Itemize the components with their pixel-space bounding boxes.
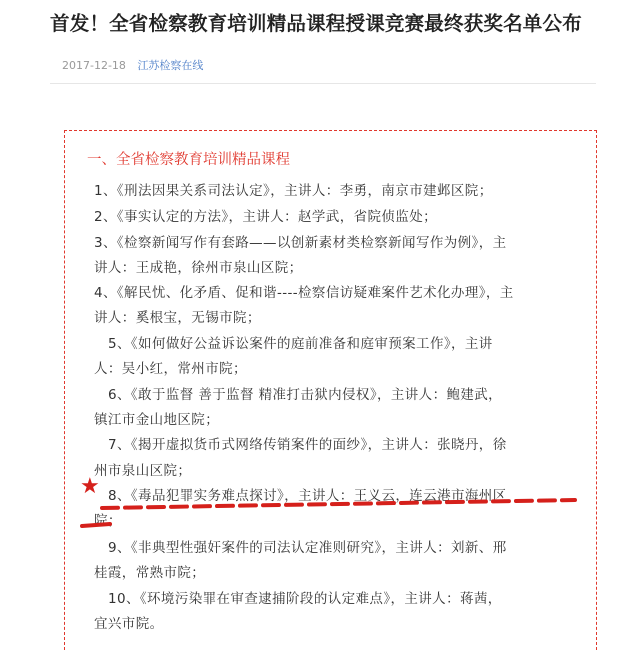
list-item: 桂霞，常熟市院； — [94, 565, 206, 581]
list-item: 4、《解民忧、化矛盾、促和谐----检察信访疑难案件艺术化办理》，主 — [94, 285, 514, 301]
section-heading: 一、全省检察教育培训精品课程 — [87, 152, 290, 168]
list-item: 宜兴市院。 — [94, 616, 164, 632]
list-item: 1、《刑法因果关系司法认定》，主讲人：李勇，南京市建邺区院； — [94, 183, 493, 199]
highlight-underline — [80, 496, 580, 528]
list-item-highlighted: 院； — [94, 513, 122, 529]
list-item: 镇江市金山地区院； — [94, 412, 220, 428]
list-item: 5、《如何做好公益诉讼案件的庭前准备和庭审预案工作》，主讲 — [108, 336, 493, 352]
article-date: 2017-12-18 — [62, 59, 126, 72]
list-item-highlighted: 8、《毒品犯罪实务难点探讨》，主讲人：王义云，连云港市海州区 — [108, 488, 507, 504]
header-divider — [50, 83, 596, 84]
article-source-link[interactable]: 江苏检察在线 — [137, 59, 204, 72]
list-item: 7、《揭开虚拟货币式网络传销案件的面纱》，主讲人：张晓丹，徐 — [108, 437, 507, 453]
list-item: 6、《敢于监督 善于监督 精准打击狱内侵权》，主讲人：鲍建武， — [108, 387, 503, 403]
list-item: 3、《检察新闻写作有套路——以创新素材类检察新闻写作为例》，主 — [94, 235, 507, 251]
article-meta — [62, 57, 203, 73]
list-item: 讲人：王成艳，徐州市泉山区院； — [94, 260, 303, 276]
list-item: 9、《非典型性强奸案件的司法认定准则研究》，主讲人：刘新、邢 — [108, 540, 507, 556]
list-item: 人：吴小红，常州市院； — [94, 361, 247, 377]
star-icon: ★ — [80, 474, 100, 499]
list-item: 10、《环境污染罪在审查逮捕阶段的认定难点》，主讲人：蒋茜， — [108, 591, 502, 607]
article-title: 首发！全省检察教育培训精品课程授课竞赛最终获奖名单公布 — [50, 12, 582, 35]
list-item: 讲人：奚根宝，无锡市院； — [94, 310, 261, 326]
list-item: 2、《事实认定的方法》，主讲人：赵学武，省院侦监处； — [94, 209, 437, 225]
list-item: 州市泉山区院； — [94, 463, 192, 479]
